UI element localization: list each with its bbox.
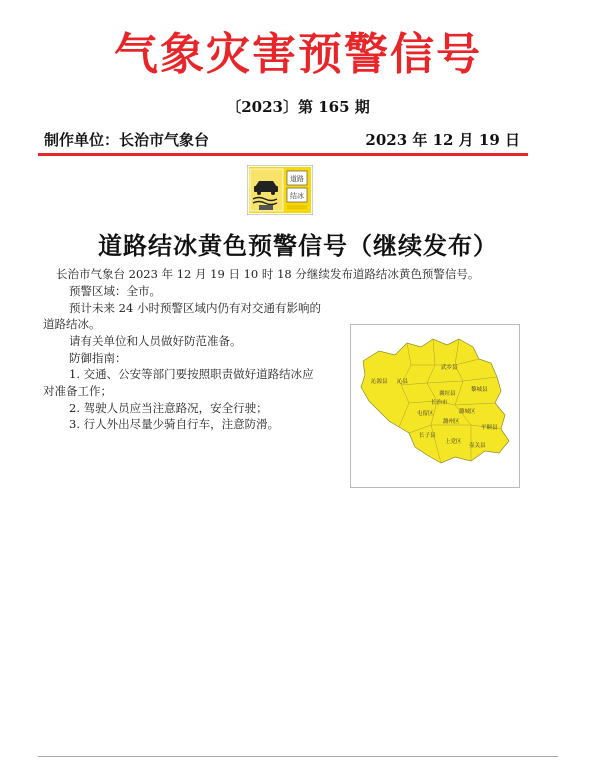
map-label: 壶关县 (469, 443, 486, 449)
map-label: 潞城区 (459, 409, 476, 415)
map-label: 平顺县 (481, 425, 498, 431)
guideline-1-cont: 对准备工作； (43, 384, 112, 398)
map-svg (351, 325, 519, 487)
map-label: 襄垣县 (439, 391, 456, 397)
footer-divider (38, 756, 558, 757)
map-label: 黎城县 (471, 387, 488, 393)
guidelines-heading: 防御指南： (69, 351, 127, 365)
header-divider (38, 153, 528, 156)
map-label: 潞州区 (443, 419, 460, 425)
body-prepare: 请有关单位和人员做好防范准备。 (69, 334, 242, 348)
issuer: 制作单位：长治市气象台 (44, 131, 210, 149)
map-label: 上党区 (445, 439, 462, 445)
signal-title: 道路结冰黄色预警信号（继续发布） (98, 232, 498, 260)
guideline-2: 2. 驾驶人员应当注意路况，安全行驶； (69, 401, 268, 415)
road-icing-warning-icon (247, 165, 313, 215)
body-warning-area: 预警区域：全市。 (69, 284, 161, 298)
body-paragraph-1: 长治市气象台 2023 年 12 月 19 日 10 时 18 分继续发布道路结冰黄色预警信号。 (56, 267, 480, 281)
svg-text:结冰: 结冰 (290, 192, 304, 200)
document-title: 气象灾害预警信号 (114, 29, 482, 80)
issue-date: 2023 年 12 月 19 日 (365, 131, 520, 149)
map-label: 长治市 (431, 400, 448, 406)
body-forecast-cont: 道路结冰。 (43, 317, 101, 331)
svg-text:道路: 道路 (290, 175, 304, 183)
map-label: 沁县 (397, 379, 409, 385)
map-label: 屯留区 (417, 411, 434, 417)
map-label: 武乡县 (441, 365, 458, 371)
map-label: 沁源县 (371, 379, 388, 385)
guideline-1: 1. 交通、公安等部门要按照职责做好道路结冰应 (69, 367, 314, 381)
body-forecast: 预计未来 24 小时预警区域内仍有对交通有影响的 (69, 301, 321, 315)
issue-number: 〔2023〕第 165 期 (226, 98, 370, 116)
warning-area-map (350, 324, 520, 488)
map-label: 长子县 (419, 433, 436, 439)
guideline-3: 3. 行人外出尽量少骑自行车，注意防滑。 (69, 417, 280, 431)
